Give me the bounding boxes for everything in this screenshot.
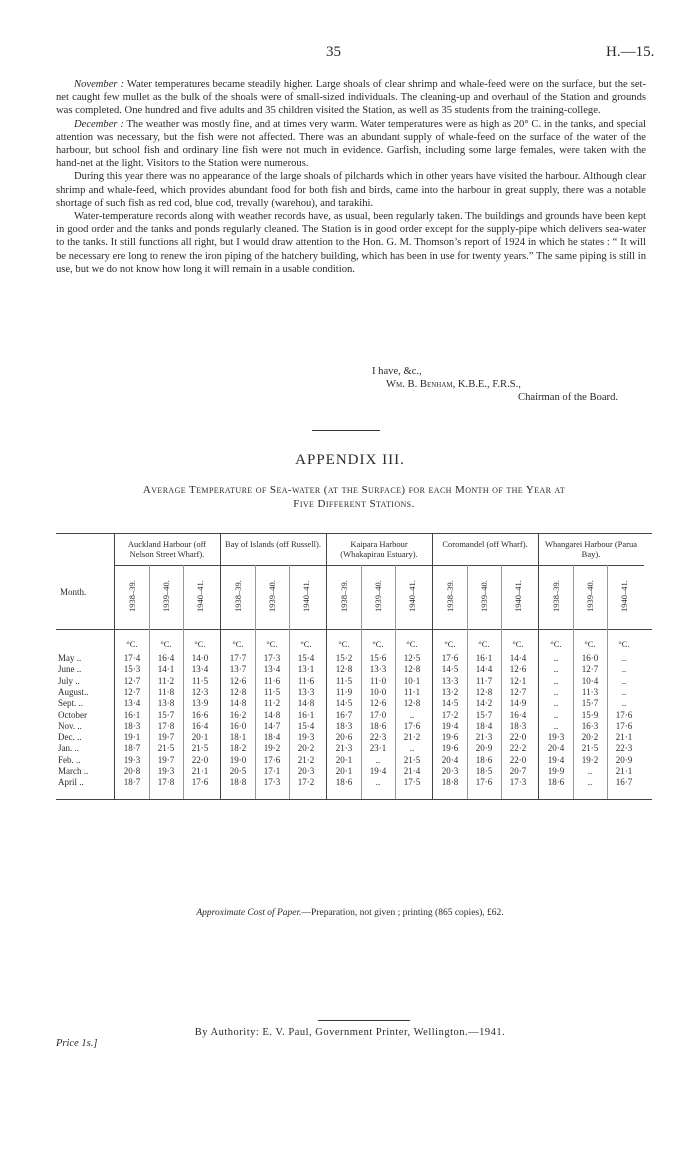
unit-label: °C. (406, 639, 418, 649)
temperature-cell: 19·3 (123, 754, 141, 765)
temperature-cell: 16·3 (581, 720, 599, 731)
temperature-cell: 19·3 (547, 732, 565, 743)
year-label: 1939–40. (161, 580, 171, 612)
temperature-cell: 11·6 (297, 675, 315, 686)
temperature-cell: 18·6 (475, 754, 493, 765)
temperature-cell: 13·4 (191, 664, 209, 675)
temperature-cell: .. (553, 720, 559, 731)
temperature-cell: 20·9 (475, 743, 493, 754)
year-column-header (330, 568, 358, 624)
year-label: 1938–39. (551, 580, 561, 612)
year-label: 1938–39. (339, 580, 349, 612)
temperature-cell: 20·6 (335, 732, 353, 743)
temperature-cell: .. (553, 709, 559, 720)
year-column-header (186, 568, 214, 624)
temperature-cell: .. (621, 698, 627, 709)
temperature-cell: .. (587, 777, 593, 788)
temperature-cell: 16·1 (123, 709, 141, 720)
temperature-cell: 16·4 (157, 653, 175, 663)
table-top-rule (56, 533, 652, 534)
month-label: August.. (58, 686, 89, 697)
temperature-cell: 12·7 (123, 686, 141, 697)
temperature-cell: 17·6 (191, 777, 209, 788)
temperature-cell: 14·8 (263, 709, 281, 720)
year-label: 1938–39. (127, 580, 137, 612)
temperature-cell: 19·7 (157, 732, 175, 743)
temperature-cell: 13·7 (229, 664, 247, 675)
temperature-cell: 20·4 (547, 743, 565, 754)
paragraph-label: November : (74, 79, 125, 90)
temperature-cell: 14·7 (263, 720, 281, 731)
paragraph-text: The weather was mostly fine, and at times very warm. Water temperatures were as high as 20° C. in the tanks, and special attention was necessary, but the fish were not affected. There was an abundant supply of whale-feed on the surface of the water of the harbour, but school fish and ordinary line fish were not much in evidence. Garfish, including some large females, were taken with the hand-net at the light. Visitors to the Station were numerous. (56, 118, 646, 170)
year-label: 1939–40. (479, 580, 489, 612)
year-label: 1939–40. (267, 580, 277, 612)
temperature-cell: 17·5 (403, 777, 421, 788)
imprint-divider (318, 1020, 410, 1021)
temperature-cell: 11·5 (335, 675, 353, 686)
temperature-cell: 22·3 (369, 732, 387, 743)
temperature-cell: .. (621, 653, 627, 663)
temperature-cell: 15·6 (369, 653, 387, 663)
temperature-cell: 18·7 (123, 777, 141, 788)
year-column-header (470, 568, 498, 624)
table-title-line-1: Average Temperature of Sea-water (at the Surface) for each Month of the Year at (142, 484, 566, 496)
temperature-cell: 18·6 (369, 720, 387, 731)
temperature-cell: 20·3 (441, 766, 459, 776)
temperature-cell: 14·1 (157, 664, 175, 675)
temperature-cell: 20·1 (191, 732, 209, 743)
unit-label: °C. (512, 639, 524, 649)
temperature-cell: 17·6 (263, 754, 281, 765)
month-label: June .. (58, 664, 82, 675)
temperature-table (56, 533, 652, 801)
table-header-rule (56, 629, 652, 630)
temperature-cell: 21·2 (403, 732, 421, 743)
temperature-cell: 15·3 (123, 664, 141, 675)
temperature-cell: 17·7 (229, 653, 247, 663)
temperature-cell: 18·3 (509, 720, 527, 731)
month-label: Dec. .. (58, 732, 82, 743)
temperature-cell: 14·2 (475, 698, 493, 709)
cost-footnote (0, 908, 700, 918)
temperature-cell: 14·8 (229, 698, 247, 709)
unit-label: °C. (338, 639, 350, 649)
temperature-cell: 12·1 (509, 675, 527, 686)
temperature-cell: 16·6 (191, 709, 209, 720)
temperature-cell: 12·8 (403, 664, 421, 675)
temperature-cell: 21·2 (297, 754, 315, 765)
temperature-cell: 20·2 (581, 732, 599, 743)
price-note: Price 1s.] (56, 1038, 98, 1049)
year-label: 1938–39. (233, 580, 243, 612)
temperature-cell: .. (375, 754, 381, 765)
temperature-cell: 18·3 (335, 720, 353, 731)
paragraph-label: December : (74, 118, 124, 130)
temperature-cell: 19·0 (229, 754, 247, 765)
temperature-cell: 19·9 (547, 766, 565, 776)
temperature-cell: 10·1 (403, 675, 421, 686)
month-label: Jan. .. (58, 743, 79, 754)
temperature-cell: 19·7 (157, 754, 175, 765)
signature-closing: I have, &c., (372, 366, 422, 377)
temperature-cell: 20·1 (335, 754, 353, 765)
temperature-cell: 17·6 (441, 653, 459, 663)
month-label: Sept. .. (58, 698, 84, 709)
temperature-cell: 20·5 (229, 766, 247, 776)
year-column-header (152, 568, 180, 624)
temperature-cell: 14·9 (509, 698, 527, 709)
unit-label: °C. (194, 639, 206, 649)
temperature-cell: 11·9 (335, 686, 353, 697)
temperature-cell: 16·1 (475, 653, 493, 663)
temperature-cell: 12·6 (509, 664, 527, 675)
station-header-rule (538, 565, 644, 566)
temperature-cell: 17·6 (615, 720, 633, 731)
temperature-cell: 18·5 (475, 766, 493, 776)
temperature-cell: 22·0 (509, 754, 527, 765)
station-header-rule (326, 565, 432, 566)
temperature-cell: .. (409, 743, 415, 754)
temperature-cell: 12·8 (403, 698, 421, 709)
temperature-cell: .. (621, 664, 627, 675)
year-label: 1940–41. (407, 580, 417, 612)
temperature-cell: 21·4 (403, 766, 421, 776)
year-label: 1940–41. (619, 580, 629, 612)
year-column-header (292, 568, 320, 624)
signature-title: Chairman of the Board. (518, 392, 619, 403)
temperature-cell: 20·3 (297, 766, 315, 776)
temperature-cell: 20·1 (335, 766, 353, 776)
temperature-cell: 16·2 (229, 709, 247, 720)
temperature-cell: 18·3 (123, 720, 141, 731)
station-name: Auckland Harbour (off Nelson Street Wharf). (127, 539, 207, 559)
temperature-cell: 19·3 (157, 766, 175, 776)
temperature-cell: 22·2 (509, 743, 527, 754)
footnote-text: —Preparation, not given ; printing (865 copies), £62. (301, 908, 504, 918)
unit-label: °C. (160, 639, 172, 649)
station-name: Bay of Islands (off Russell). (225, 539, 321, 549)
temperature-cell: 21·5 (403, 754, 421, 765)
temperature-cell: 16·0 (581, 653, 599, 663)
paragraph-text: Water-temperature records along with weather records have, as usual, been regularly taken. The buildings and grounds have been kept in good order and the tanks and ponds regularly cleaned. The Station is in good order except for the supply-pipe which delivers sea-water to the tanks. It still functions all right, but I would draw attention to the Hon. G. M. Thomson’s report of 1924 in which he states : “ It will be necessary ere long to renew the iron piping of the hatchery building, which has been in use for twenty years.” The same piping is still in use, but we do not know how long it will remain in a usable condition. (56, 211, 646, 275)
temperature-cell: 17·3 (509, 777, 527, 788)
station-name: Kaipara Harbour (Whakapirau Estuary). (340, 539, 418, 559)
year-label: 1940–41. (513, 580, 523, 612)
temperature-cell: .. (409, 709, 415, 720)
unit-label: °C. (618, 639, 630, 649)
temperature-cell: 16·0 (229, 720, 247, 731)
section-divider (312, 430, 380, 431)
temperature-cell: 12·5 (403, 653, 421, 663)
unit-label: °C. (584, 639, 596, 649)
temperature-cell: .. (375, 777, 381, 788)
page-number: 35 (326, 44, 341, 60)
temperature-cell: 21·1 (615, 766, 633, 776)
month-label: April .. (58, 777, 84, 788)
station-header-rule (114, 565, 220, 566)
temperature-cell: 10·0 (369, 686, 387, 697)
temperature-cell: 22·0 (509, 732, 527, 743)
temperature-cell: .. (553, 675, 559, 686)
year-label: 1939–40. (373, 580, 383, 612)
table-title (56, 483, 652, 511)
temperature-cell: 11·2 (263, 698, 281, 709)
temperature-cell: 12·7 (123, 675, 141, 686)
paragraph-pilchards (56, 170, 646, 210)
year-label: 1940–41. (195, 580, 205, 612)
temperature-cell: 12·8 (335, 664, 353, 675)
temperature-cell: .. (587, 766, 593, 776)
temperature-cell: 17·4 (123, 653, 141, 663)
temperature-cell: 16·4 (509, 709, 527, 720)
temperature-cell: 20·9 (615, 754, 633, 765)
year-column-header (258, 568, 286, 624)
temperature-cell: .. (621, 675, 627, 686)
month-column-header: Month. (60, 587, 87, 597)
temperature-cell: 18·8 (441, 777, 459, 788)
temperature-cell: .. (621, 686, 627, 697)
temperature-cell: 23·1 (369, 743, 387, 754)
temperature-cell: 13·3 (441, 675, 459, 686)
temperature-cell: 19·6 (441, 732, 459, 743)
temperature-cell: 13·3 (297, 686, 315, 697)
temperature-cell: 20·4 (441, 754, 459, 765)
temperature-cell: 21·5 (191, 743, 209, 754)
temperature-cell: 19·2 (581, 754, 599, 765)
temperature-cell: 17·0 (369, 709, 387, 720)
temperature-cell: 22·3 (615, 743, 633, 754)
temperature-cell: 11·8 (157, 686, 175, 697)
temperature-cell: 11·1 (403, 686, 421, 697)
temperature-cell: .. (553, 698, 559, 709)
temperature-cell: 14·0 (191, 653, 209, 663)
temperature-cell: 15·4 (297, 720, 315, 731)
temperature-cell: 19·4 (547, 754, 565, 765)
temperature-cell: 14·4 (509, 653, 527, 663)
temperature-cell: 17·3 (263, 653, 281, 663)
month-label: March .. (58, 766, 89, 776)
temperature-cell: 14·5 (441, 664, 459, 675)
year-column-header (576, 568, 604, 624)
temperature-cell: 15·9 (581, 709, 599, 720)
temperature-cell: 14·4 (475, 664, 493, 675)
year-column-header (118, 568, 146, 624)
temperature-cell: 20·7 (509, 766, 527, 776)
temperature-cell: 16·1 (297, 709, 315, 720)
appendix-title: APPENDIX III. (295, 452, 405, 468)
temperature-cell: 15·7 (157, 709, 175, 720)
temperature-cell: 13·8 (157, 698, 175, 709)
month-label: July .. (58, 675, 80, 686)
temperature-cell: 21·5 (581, 743, 599, 754)
report-body (56, 78, 646, 276)
station-header-rule (220, 565, 326, 566)
temperature-cell: .. (553, 686, 559, 697)
year-column-header (436, 568, 464, 624)
document-reference: H.—15. (606, 44, 655, 60)
temperature-cell: 16·4 (191, 720, 209, 731)
temperature-cell: 17·6 (615, 709, 633, 720)
year-column-header (398, 568, 426, 624)
year-label: 1940–41. (301, 580, 311, 612)
temperature-cell: 11·3 (581, 686, 599, 697)
unit-label: °C. (478, 639, 490, 649)
month-label: Feb. .. (58, 754, 81, 765)
unit-label: °C. (266, 639, 278, 649)
unit-label: °C. (126, 639, 138, 649)
unit-label: °C. (372, 639, 384, 649)
temperature-cell: 12·8 (475, 686, 493, 697)
year-column-header (224, 568, 252, 624)
month-label: October (58, 709, 87, 720)
temperature-cell: 13·9 (191, 698, 209, 709)
temperature-cell: 17·3 (263, 777, 281, 788)
temperature-cell: 11·5 (191, 675, 209, 686)
temperature-cell: 21·1 (615, 732, 633, 743)
temperature-cell: 18·8 (229, 777, 247, 788)
month-label: May .. (58, 653, 82, 663)
temperature-cell: 14·8 (297, 698, 315, 709)
temperature-cell: 18·4 (475, 720, 493, 731)
temperature-cell: .. (553, 664, 559, 675)
temperature-cell: 18·7 (123, 743, 141, 754)
temperature-cell: 17·2 (297, 777, 315, 788)
temperature-cell: 12·8 (229, 686, 247, 697)
temperature-cell: 11·0 (369, 675, 387, 686)
unit-label: °C. (232, 639, 244, 649)
temperature-cell: 19·3 (297, 732, 315, 743)
temperature-cell: 13·4 (263, 664, 281, 675)
temperature-cell: 11·7 (475, 675, 493, 686)
temperature-cell: 11·6 (263, 675, 281, 686)
temperature-cell: 19·4 (369, 766, 387, 776)
temperature-cell: 13·1 (297, 664, 315, 675)
paragraph-text: During this year there was no appearance of the large shoals of pilchards which in other years have visited the harbour. Although clear shrimp and whale-feed, which provides abundant food for both fish and birds, came into the harbour in great supply, there was a notable shortage of such fish as red cod, blue cod, trevally (warehou), and tarakihi. (56, 171, 646, 209)
table-bottom-rule (56, 799, 652, 800)
temperature-cell: 21·3 (335, 743, 353, 754)
temperature-cell: 20·8 (123, 766, 141, 776)
year-column-header (542, 568, 570, 624)
temperature-cell: 13·2 (441, 686, 459, 697)
temperature-cell: 15·7 (581, 698, 599, 709)
year-label: 1938–39. (445, 580, 455, 612)
station-name: Coromandel (off Wharf). (442, 539, 528, 549)
temperature-cell: 10·4 (581, 675, 599, 686)
printer-imprint: By Authority: E. V. Paul, Government Printer, Wellington.—1941. (194, 1027, 506, 1038)
temperature-cell: .. (553, 653, 559, 663)
temperature-cell: 18·6 (547, 777, 565, 788)
temperature-cell: 18·1 (229, 732, 247, 743)
temperature-cell: 18·6 (335, 777, 353, 788)
temperature-cell: 12·6 (369, 698, 387, 709)
temperature-cell: 11·2 (157, 675, 175, 686)
temperature-cell: 16·7 (335, 709, 353, 720)
table-title-line-2: Five Different Stations. (293, 498, 415, 510)
temperature-cell: 19·4 (441, 720, 459, 731)
paragraph-text: Water temperatures became steadily higher. Large shoals of clear shrimp and whale-feed were on the surface, but the set-net caught few mullet as the bulk of the shoals were of small-sized individuals. The cleaning-up and overhaul of the Station and grounds was completed. One hundred and five adults and 35 children visited the Station, as well as 35 students from the training-college. (56, 79, 647, 117)
year-column-header (504, 568, 532, 624)
temperature-cell: 17·2 (441, 709, 459, 720)
month-label: Nov. .. (58, 720, 82, 731)
temperature-cell: 12·3 (191, 686, 209, 697)
temperature-cell: 18·2 (229, 743, 247, 754)
temperature-cell: 11·5 (263, 686, 281, 697)
temperature-cell: 22·0 (191, 754, 209, 765)
temperature-cell: 14·5 (441, 698, 459, 709)
temperature-cell: 17·8 (157, 777, 175, 788)
temperature-cell: 14·5 (335, 698, 353, 709)
temperature-cell: 17·1 (263, 766, 281, 776)
temperature-cell: 17·6 (403, 720, 421, 731)
unit-label: °C. (300, 639, 312, 649)
temperature-cell: 20·2 (297, 743, 315, 754)
paragraph-november (56, 78, 646, 118)
station-name: Whangarei Harbour (Parua Bay). (544, 539, 638, 559)
temperature-cell: 12·6 (229, 675, 247, 686)
paragraph-december (56, 118, 646, 171)
temperature-cell: 18·4 (263, 732, 281, 743)
temperature-cell: 21·1 (191, 766, 209, 776)
temperature-cell: 19·2 (263, 743, 281, 754)
temperature-cell: 15·7 (475, 709, 493, 720)
temperature-cell: 17·8 (157, 720, 175, 731)
year-column-header (364, 568, 392, 624)
unit-label: °C. (550, 639, 562, 649)
temperature-cell: 19·6 (441, 743, 459, 754)
temperature-cell: 16·7 (615, 777, 633, 788)
year-column-header (610, 568, 638, 624)
temperature-cell: 13·4 (123, 698, 141, 709)
paragraph-records (56, 210, 646, 276)
temperature-cell: 13·3 (369, 664, 387, 675)
temperature-cell: 15·2 (335, 653, 353, 663)
temperature-cell: 21·5 (157, 743, 175, 754)
temperature-cell: 19·1 (123, 732, 141, 743)
temperature-cell: 12·7 (581, 664, 599, 675)
temperature-cell: 21·3 (475, 732, 493, 743)
footnote-label: Approximate Cost of Paper. (196, 908, 302, 918)
temperature-cell: 15·4 (297, 653, 315, 663)
signature-name: Wm. B. Benham, K.B.E., F.R.S., (386, 379, 521, 390)
year-label: 1939–40. (585, 580, 595, 612)
temperature-cell: 12·7 (509, 686, 527, 697)
station-header-rule (432, 565, 538, 566)
unit-label: °C. (444, 639, 456, 649)
temperature-cell: 17·6 (475, 777, 493, 788)
